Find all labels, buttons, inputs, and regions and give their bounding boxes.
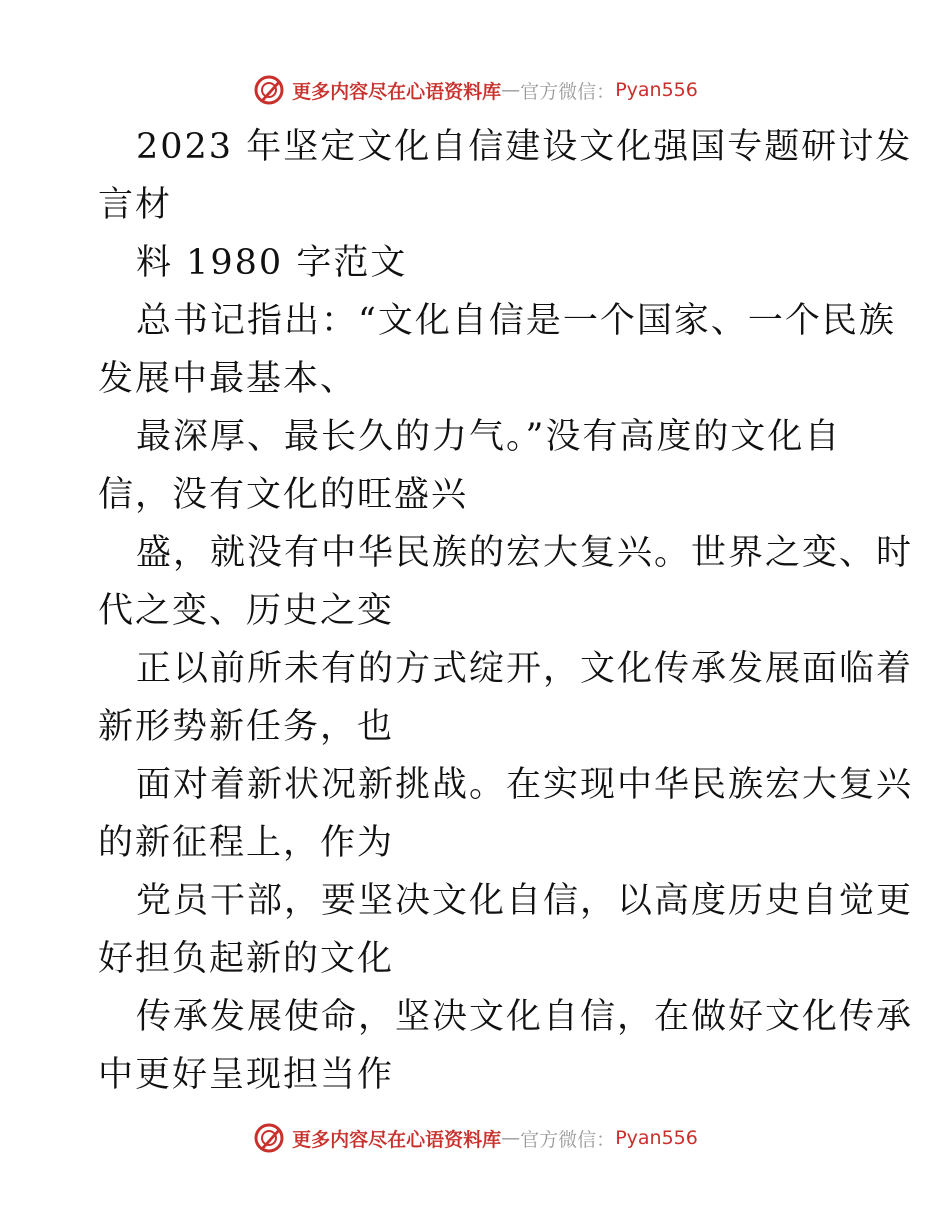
- text-line: 正以前所未有的方式绽开，文化传承发展面临着: [136, 649, 914, 689]
- watermark-wechat-id: Pyan556: [615, 1127, 698, 1149]
- text-line: 盛，就没有中华民族的宏大复兴。世界之变、时: [136, 533, 914, 573]
- text-line: 面对着新状况新挑战。在实现中华民族宏大复兴: [136, 765, 914, 805]
- text-line: 总书记指出：“文化自信是一个国家、一个民族: [136, 301, 896, 341]
- pen-logo-icon: [252, 1121, 286, 1155]
- watermark-brand: 更多内容尽在心语资料库: [292, 80, 502, 103]
- header-watermark: [0, 70, 950, 110]
- text-line: 新形势新任务，也: [98, 707, 395, 747]
- footer-watermark: [0, 1118, 950, 1158]
- document-body: [98, 118, 914, 1104]
- text-line: 代之变、历史之变: [98, 591, 395, 631]
- watermark-wechat-label: 官方微信：: [520, 1128, 616, 1151]
- text-line: 中更好呈现担当作: [98, 1055, 395, 1095]
- watermark-separator: —: [501, 1127, 521, 1149]
- pen-logo-icon: [252, 73, 286, 107]
- text-line: 好担负起新的文化: [98, 939, 395, 979]
- text-line: 传承发展使命，坚决文化自信，在做好文化传承: [136, 997, 914, 1037]
- watermark-wechat-id: Pyan556: [615, 79, 698, 101]
- text-line: 言材: [98, 185, 173, 225]
- watermark-brand: 更多内容尽在心语资料库: [292, 1128, 502, 1151]
- text-line: 料 1980 字范文: [136, 243, 408, 283]
- text-line: 最深厚、最长久的力气。”没有高度的文化自: [136, 417, 842, 457]
- text-line: 2023 年坚定文化自信建设文化强国专题研讨发: [136, 127, 913, 167]
- text-line: 党员干部，要坚决文化自信，以高度历史自觉更: [136, 881, 914, 921]
- text-line: 信，没有文化的旺盛兴: [98, 475, 469, 515]
- watermark-separator: —: [501, 79, 521, 101]
- text-line: 的新征程上，作为: [98, 823, 395, 863]
- text-line: 发展中最基本、: [98, 359, 358, 399]
- watermark-wechat-label: 官方微信：: [520, 80, 616, 103]
